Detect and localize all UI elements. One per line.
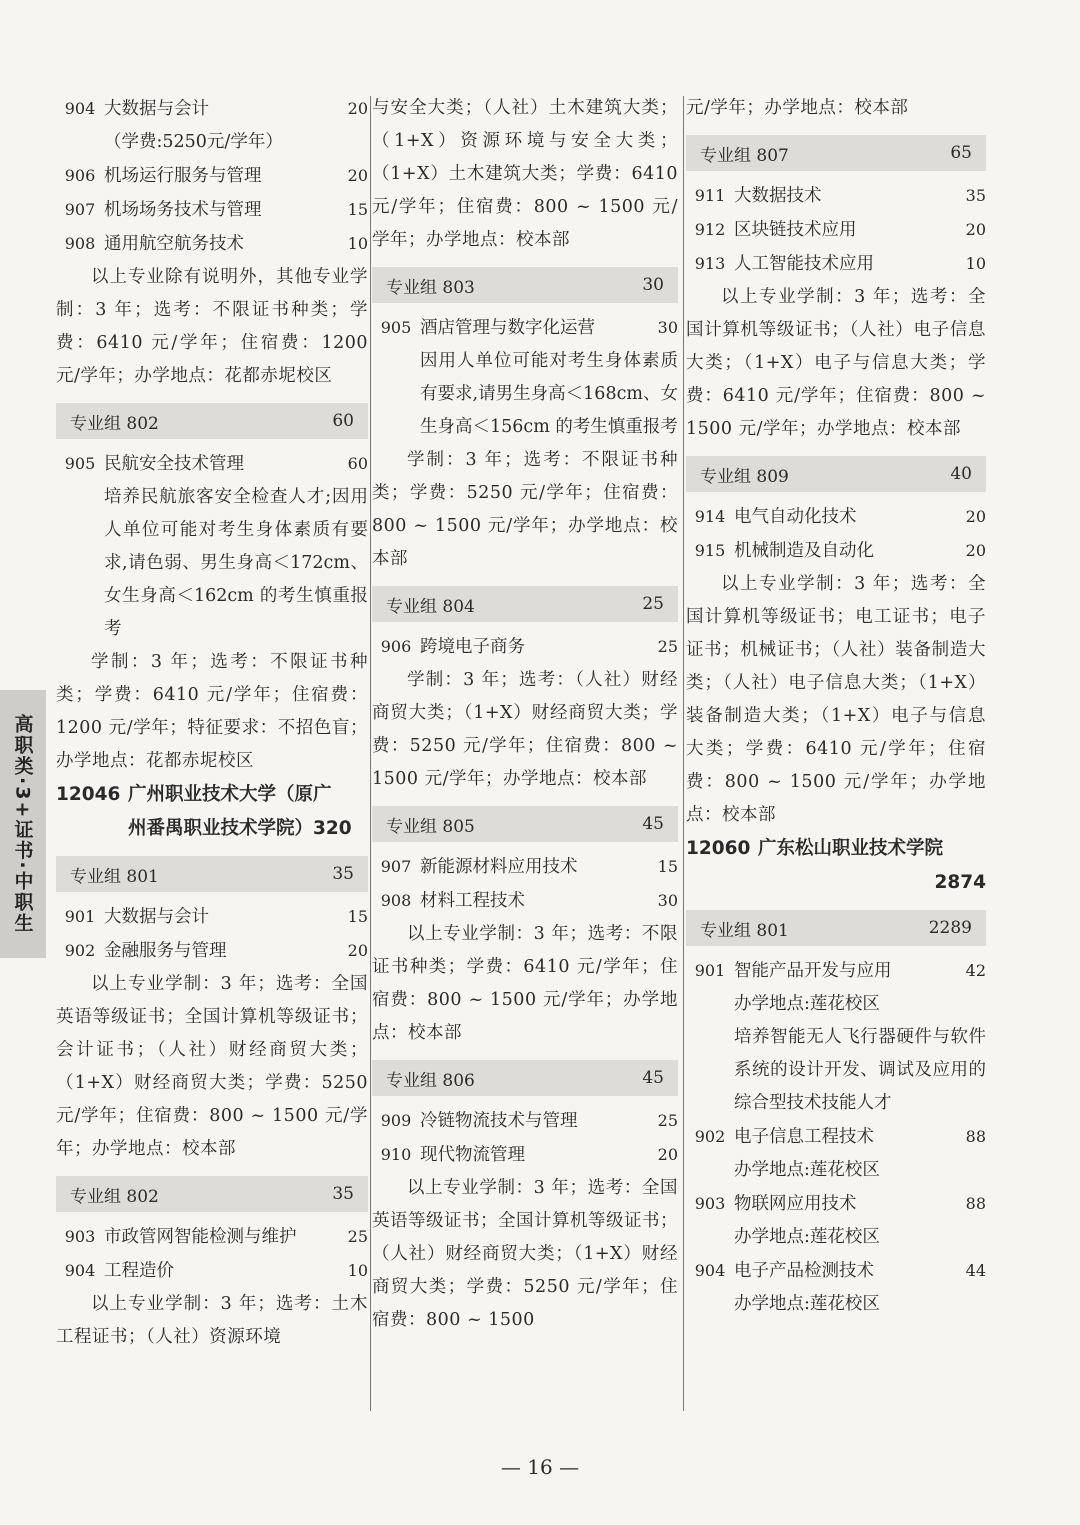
- major-name: 大数据与会计: [104, 907, 209, 927]
- major-description: 培养智能无人飞行器硬件与软件系统的设计开发、调试及应用的综合型技术技能人才: [734, 1027, 986, 1113]
- group-label: 专业组 801: [70, 866, 159, 887]
- major-row: [686, 179, 986, 213]
- major-code: 905: [380, 318, 412, 337]
- major-code: 914: [694, 507, 726, 526]
- major-quota: 25: [657, 637, 678, 656]
- campus-location: 办学地点:莲花校区: [734, 994, 880, 1014]
- major-name: 冷链物流技术与管理: [420, 1111, 578, 1131]
- group-quota: 30: [642, 275, 664, 295]
- major-name: 区块链技术应用: [734, 220, 857, 240]
- major-name: 大数据与会计: [104, 99, 209, 119]
- group-label: 专业组 802: [70, 413, 159, 434]
- major-name: 市政管网智能检测与维护: [104, 1227, 297, 1247]
- group-quota: 45: [642, 814, 664, 834]
- major-row: [372, 1138, 678, 1172]
- group-quota: 25: [642, 594, 664, 614]
- major-name: 物联网应用技术: [734, 1194, 857, 1214]
- major-name: 工程造价: [104, 1261, 174, 1281]
- major-code: 905: [64, 454, 96, 473]
- major-row: [686, 247, 986, 281]
- requirements-paragraph: 以上专业学制：3 年；选考：全国英语等级证书；全国计算机等级证书；会计证书；（人社）财经商贸大类；（1+X）财经商贸大类；学费：5250 元/学年；住宿费：800 ~ 1500 元/学年；办学地点：校本部: [56, 974, 368, 1159]
- group-header: [372, 267, 678, 303]
- page-number: — 16 —: [500, 1455, 580, 1479]
- school-name-line1: 广州职业技术大学（原广: [128, 784, 332, 805]
- column-divider: [370, 96, 371, 1411]
- major-code: 904: [64, 1261, 96, 1280]
- group-label: 专业组 804: [386, 596, 475, 617]
- campus-location: 办学地点:莲花校区: [734, 1294, 880, 1314]
- column-1: [56, 92, 368, 1354]
- major-code: 903: [694, 1194, 726, 1213]
- side-tab-label: 高职类·3+证书·中职生: [0, 690, 46, 958]
- group-header: [372, 1060, 678, 1096]
- major-code: 911: [694, 186, 726, 205]
- group-header: [372, 586, 678, 622]
- group-label: 专业组 805: [386, 816, 475, 837]
- major-code: 902: [694, 1127, 726, 1146]
- major-quota: 15: [347, 200, 368, 219]
- column-3: [686, 92, 986, 1321]
- school-code: 12060: [686, 838, 751, 859]
- major-name: 民航安全技术管理: [104, 454, 244, 474]
- school-quota: 2874: [934, 872, 986, 893]
- major-row: [56, 1254, 368, 1288]
- major-name: 现代物流管理: [420, 1145, 525, 1165]
- group-header: [686, 135, 986, 171]
- major-code: 904: [694, 1261, 726, 1280]
- school-name-line2: 州番禺职业技术学院）320: [128, 818, 352, 839]
- group-label: 专业组 806: [386, 1070, 475, 1091]
- group-header: [686, 456, 986, 492]
- major-name: 电子信息工程技术: [734, 1127, 874, 1147]
- major-quota: 60: [347, 454, 368, 473]
- major-quota: 15: [657, 857, 678, 876]
- column-2: [372, 92, 678, 1337]
- requirements-paragraph: 以上专业学制：3 年；选考：全国计算机等级证书；电工证书；电子证书；机械证书；（人社）装备制造大类；（人社）电子信息大类；（1+X）装备制造大类；（1+X）电子与信息大类；学费：6410 元/学年；住宿费：800 ~ 1500 元/学年；办学地点：校本部: [686, 574, 986, 825]
- school-name: 广东松山职业技术学院: [758, 838, 944, 859]
- requirements-paragraph: 学制：3 年；选考：不限证书种类；学费：5250 元/学年；住宿费：800 ~ 1500 元/学年；办学地点：校本部: [372, 450, 678, 569]
- group-label: 专业组 801: [700, 920, 789, 941]
- major-row: [686, 1187, 986, 1221]
- major-row: [686, 534, 986, 568]
- major-name: 材料工程技术: [420, 891, 525, 911]
- major-quota: 88: [965, 1194, 986, 1213]
- major-row: [372, 630, 678, 664]
- major-quota: 30: [657, 318, 678, 337]
- major-name: 跨境电子商务: [420, 637, 525, 657]
- major-quota: 20: [657, 1145, 678, 1164]
- group-quota: 45: [642, 1068, 664, 1088]
- major-name: 通用航空航务技术: [104, 234, 244, 254]
- major-description: 因用人单位可能对考生身体素质有要求,请男生身高＜168cm、女生身高＜156cm 的考生慎重报考: [420, 351, 678, 437]
- major-name: 智能产品开发与应用: [734, 961, 892, 981]
- major-code: 915: [694, 541, 726, 560]
- group-quota: 2289: [928, 918, 972, 938]
- major-quota: 10: [347, 1261, 368, 1280]
- school-code: 12046: [56, 784, 121, 805]
- major-row: [686, 1254, 986, 1288]
- major-code: 906: [64, 166, 96, 185]
- major-quota: 25: [657, 1111, 678, 1130]
- major-name: 机械制造及自动化: [734, 541, 874, 561]
- requirements-paragraph: 学制：3 年；选考：（人社）财经商贸大类；（1+X）财经商贸大类；学费：5250 元/学年；住宿费：800 ~ 1500 元/学年；办学地点：校本部: [372, 670, 678, 789]
- major-row: [56, 1220, 368, 1254]
- major-code: 906: [380, 637, 412, 656]
- major-row: [372, 311, 678, 345]
- requirements-paragraph: 与安全大类；（人社）土木建筑大类；（1+X）资源环境与安全大类；（1+X）土木建筑大类；学费：6410 元/学年；住宿费：800 ~ 1500 元/学年；办学地点：校本部: [372, 98, 678, 250]
- major-row: [56, 92, 368, 126]
- major-code: 904: [64, 99, 96, 118]
- column-divider: [683, 96, 684, 1411]
- major-description: 培养民航旅客安全检查人才;因用人单位可能对考生身体素质有要求,请色弱、男生身高＜172cm、女生身高＜162cm 的考生慎重报考: [104, 487, 368, 639]
- group-header: [686, 910, 986, 946]
- major-code: 910: [380, 1145, 412, 1164]
- major-row: [686, 500, 986, 534]
- major-code: 901: [694, 961, 726, 980]
- major-quota: 20: [347, 166, 368, 185]
- major-name: 电气自动化技术: [734, 507, 857, 527]
- group-label: 专业组 802: [70, 1186, 159, 1207]
- group-quota: 60: [332, 411, 354, 431]
- group-label: 专业组 807: [700, 145, 789, 166]
- major-quota: 42: [965, 961, 986, 980]
- major-quota: 20: [965, 541, 986, 560]
- major-name: 人工智能技术应用: [734, 254, 874, 274]
- major-code: 912: [694, 220, 726, 239]
- major-row: [686, 1120, 986, 1154]
- major-name: 大数据技术: [734, 186, 822, 206]
- major-row: [56, 159, 368, 193]
- group-header: [56, 856, 368, 892]
- major-quota: 20: [965, 220, 986, 239]
- major-code: 901: [64, 907, 96, 926]
- requirements-paragraph: 以上专业学制：3 年；选考：全国计算机等级证书；（人社）电子信息大类；（1+X）电子与信息大类；学费：6410 元/学年；住宿费：800 ~ 1500 元/学年；办学地点：校本部: [686, 287, 986, 439]
- major-row: [56, 447, 368, 481]
- major-name: 酒店管理与数字化运营: [420, 318, 595, 338]
- group-header: [56, 403, 368, 439]
- campus-location: 办学地点:莲花校区: [734, 1227, 880, 1247]
- major-code: 907: [64, 200, 96, 219]
- campus-location: 办学地点:莲花校区: [734, 1160, 880, 1180]
- major-row: [56, 227, 368, 261]
- group-quota: 35: [332, 1184, 354, 1204]
- major-quota: 30: [657, 891, 678, 910]
- major-quota: 10: [347, 234, 368, 253]
- major-name: 机场运行服务与管理: [104, 166, 262, 186]
- group-quota: 40: [950, 464, 972, 484]
- major-name: 新能源材料应用技术: [420, 857, 578, 877]
- major-row: [372, 884, 678, 918]
- requirements-paragraph: 以上专业学制：3 年；选考：土木工程证书；（人社）资源环境: [56, 1294, 368, 1347]
- major-row: [372, 1104, 678, 1138]
- major-name: 机场场务技术与管理: [104, 200, 262, 220]
- major-code: 907: [380, 857, 412, 876]
- major-note: （学费:5250元/学年）: [104, 132, 283, 152]
- major-quota: 88: [965, 1127, 986, 1146]
- requirements-paragraph: 以上专业除有说明外，其他专业学制：3 年；选考：不限证书种类；学费：6410 元/学年；住宿费：1200 元/学年；办学地点：花都赤坭校区: [56, 267, 368, 386]
- major-code: 908: [380, 891, 412, 910]
- requirements-paragraph: 元/学年；办学地点：校本部: [686, 98, 909, 118]
- major-quota: 25: [347, 1227, 368, 1246]
- group-label: 专业组 809: [700, 466, 789, 487]
- school-heading: [56, 778, 368, 846]
- major-quota: 44: [965, 1261, 986, 1280]
- major-quota: 20: [965, 507, 986, 526]
- school-heading: [686, 832, 986, 900]
- group-label: 专业组 803: [386, 277, 475, 298]
- group-quota: 35: [332, 864, 354, 884]
- major-code: 913: [694, 254, 726, 273]
- requirements-paragraph: 以上专业学制：3 年；选考：全国英语等级证书；全国计算机等级证书；（人社）财经商贸大类；（1+X）财经商贸大类；学费：5250 元/学年；住宿费：800 ~ 1500: [372, 1178, 678, 1330]
- major-row: [56, 193, 368, 227]
- major-code: 909: [380, 1111, 412, 1130]
- major-name: 金融服务与管理: [104, 941, 227, 961]
- requirements-paragraph: 以上专业学制：3 年；选考：不限证书种类；学费：6410 元/学年；住宿费：800 ~ 1500 元/学年；办学地点：校本部: [372, 924, 678, 1043]
- major-quota: 20: [347, 941, 368, 960]
- major-row: [372, 850, 678, 884]
- major-quota: 20: [347, 99, 368, 118]
- major-row: [686, 213, 986, 247]
- major-row: [56, 900, 368, 934]
- major-quota: 10: [965, 254, 986, 273]
- major-quota: 35: [965, 186, 986, 205]
- requirements-paragraph: 学制：3 年；选考：不限证书种类；学费：6410 元/学年；住宿费：1200 元/学年；特征要求：不招色盲；办学地点：花都赤坭校区: [56, 652, 368, 771]
- major-code: 902: [64, 941, 96, 960]
- group-header: [56, 1176, 368, 1212]
- major-row: [686, 954, 986, 988]
- major-name: 电子产品检测技术: [734, 1261, 874, 1281]
- major-row: [56, 934, 368, 968]
- major-code: 908: [64, 234, 96, 253]
- major-code: 903: [64, 1227, 96, 1246]
- group-header: [372, 806, 678, 842]
- group-quota: 65: [950, 143, 972, 163]
- major-quota: 15: [347, 907, 368, 926]
